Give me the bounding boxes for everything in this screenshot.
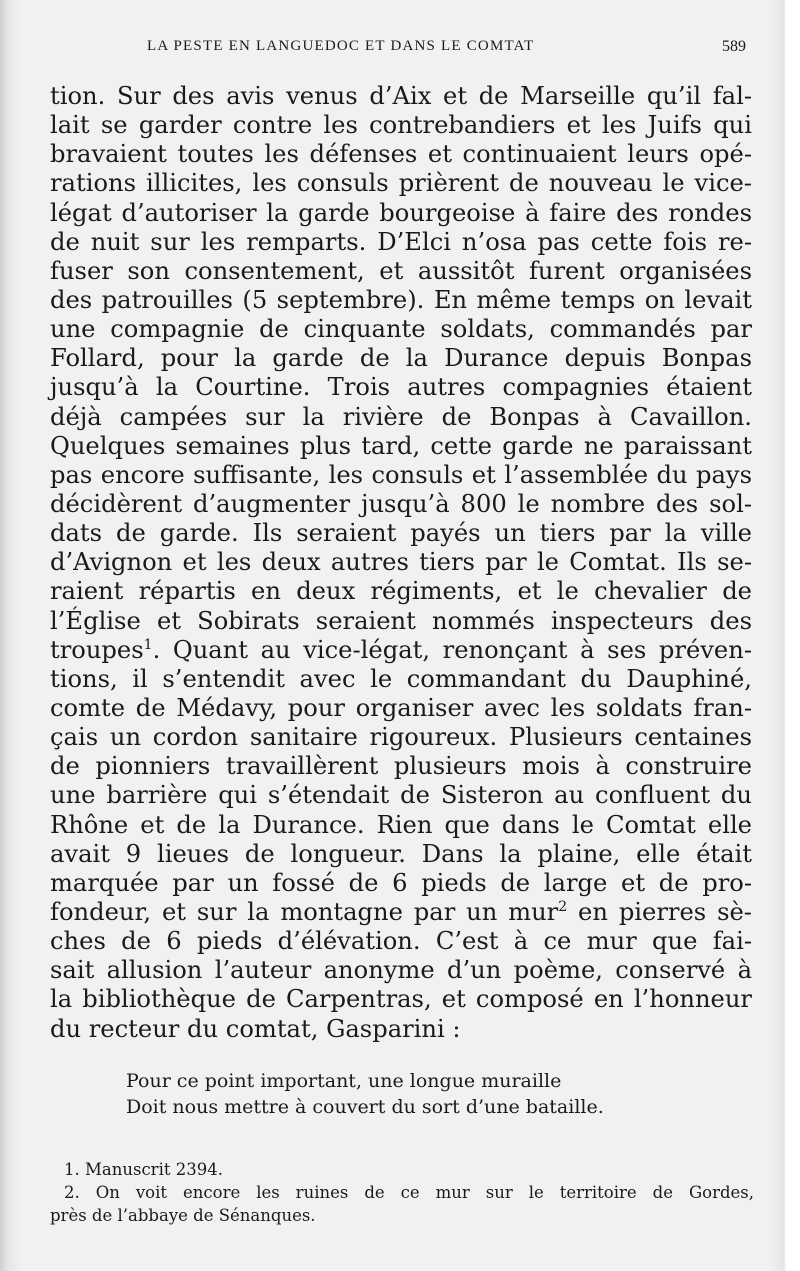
body-line: jusqu’à la Courtine. Trois autres compagnies étaient xyxy=(50,373,752,402)
body-line: lait se garder contre les contrebandiers et les Juifs qui xyxy=(50,111,752,140)
body-line: raient répartis en deux régiments, et le chevalier de xyxy=(50,577,752,606)
footnote-ref-2: 2 xyxy=(558,898,568,915)
footnote-2: 2. On voit encore les ruines de ce mur sur le territoire de Gordes, xyxy=(64,1183,754,1202)
body-line: d’Avignon et les deux autres tiers par le Comtat. Ils se- xyxy=(50,548,752,577)
body-line: pas encore suffisante, les consuls et l’assemblée du pays xyxy=(50,460,752,489)
body-line: avait 9 lieues de longueur. Dans la plaine, elle était xyxy=(50,839,752,868)
body-line: marquée par un fossé de 6 pieds de large et de pro- xyxy=(50,868,752,897)
body-line: bravaient toutes les défenses et continuaient leurs opé- xyxy=(50,140,752,169)
body-line: de nuit sur les remparts. D’Elci n’osa pas cette fois re- xyxy=(50,227,752,256)
footnote-2-continued: près de l’abbaye de Sénanques. xyxy=(50,1206,316,1225)
running-head xyxy=(0,38,800,62)
body-line: de pionniers travaillèrent plusieurs mois à construire xyxy=(50,752,752,781)
body-text-fragment: . Quant au vice-légat, renonçant à ses préven- xyxy=(152,635,752,664)
verse-quotation xyxy=(126,1068,604,1120)
body-line: Quelques semaines plus tard, cette garde ne paraissant xyxy=(50,431,752,460)
body-line: dats de garde. Ils seraient payés un tiers par la ville xyxy=(50,519,752,548)
body-line: comte de Médavy, pour organiser avec les soldats fran- xyxy=(50,693,752,722)
body-line-with-footnote-ref xyxy=(50,898,752,927)
body-text-fragment: troupes xyxy=(50,635,144,664)
body-line: l’Église et Sobirats seraient nommés inspecteurs des xyxy=(50,606,752,635)
body-text-fragment: fondeur, et sur la montagne par un mur xyxy=(50,897,559,926)
body-line: déjà campées sur la rivière de Bonpas à Cavaillon. xyxy=(50,402,752,431)
body-line: çais un cordon sanitaire rigoureux. Plusieurs centaines xyxy=(50,723,752,752)
body-line: légat d’autoriser la garde bourgeoise à faire des rondes xyxy=(50,198,752,227)
body-line: tion. Sur des avis venus d’Aix et de Marseille qu’il fal- xyxy=(50,82,752,110)
body-paragraph xyxy=(50,82,752,1044)
running-title: LA PESTE EN LANGUEDOC ET DANS LE COMTAT xyxy=(147,38,535,54)
body-line: ches de 6 pieds d’élévation. C’est à ce mur que fai- xyxy=(50,927,752,956)
body-line-with-footnote-ref xyxy=(50,636,752,665)
body-line: Follard, pour la garde de la Durance depuis Bonpas xyxy=(50,344,752,373)
body-line: tions, il s’entendit avec le commandant du Dauphiné, xyxy=(50,664,752,693)
body-line: une compagnie de cinquante soldats, commandés par xyxy=(50,315,752,344)
body-line: sait allusion l’auteur anonyme d’un poème, conservé à xyxy=(50,956,752,985)
body-line: une barrière qui s’étendait de Sisteron au confluent du xyxy=(50,781,752,810)
body-line: fuser son consentement, et aussitôt furent organisées xyxy=(50,256,752,285)
body-line: Rhône et de la Durance. Rien que dans le Comtat elle xyxy=(50,810,752,839)
body-text-fragment: en pierres sè- xyxy=(567,897,752,926)
body-line: des patrouilles (5 septembre). En même temps on levait xyxy=(50,285,752,314)
verse-line: Pour ce point important, une longue muraille xyxy=(126,1070,562,1092)
body-line: du recteur du comtat, Gasparini : xyxy=(50,1014,461,1043)
verse-line: Doit nous mettre à couvert du sort d’une bataille. xyxy=(126,1096,604,1118)
page-number: 589 xyxy=(722,38,746,55)
body-line: rations illicites, les consuls prièrent de nouveau le vice- xyxy=(50,169,752,198)
footnotes xyxy=(50,1158,754,1227)
body-line: décidèrent d’augmenter jusqu’à 800 le nombre des sol- xyxy=(50,489,752,518)
body-line: la bibliothèque de Carpentras, et composé en l’honneur xyxy=(50,985,752,1014)
footnote-1: 1. Manuscrit 2394. xyxy=(64,1160,223,1179)
footnote-ref-1: 1 xyxy=(143,636,153,653)
